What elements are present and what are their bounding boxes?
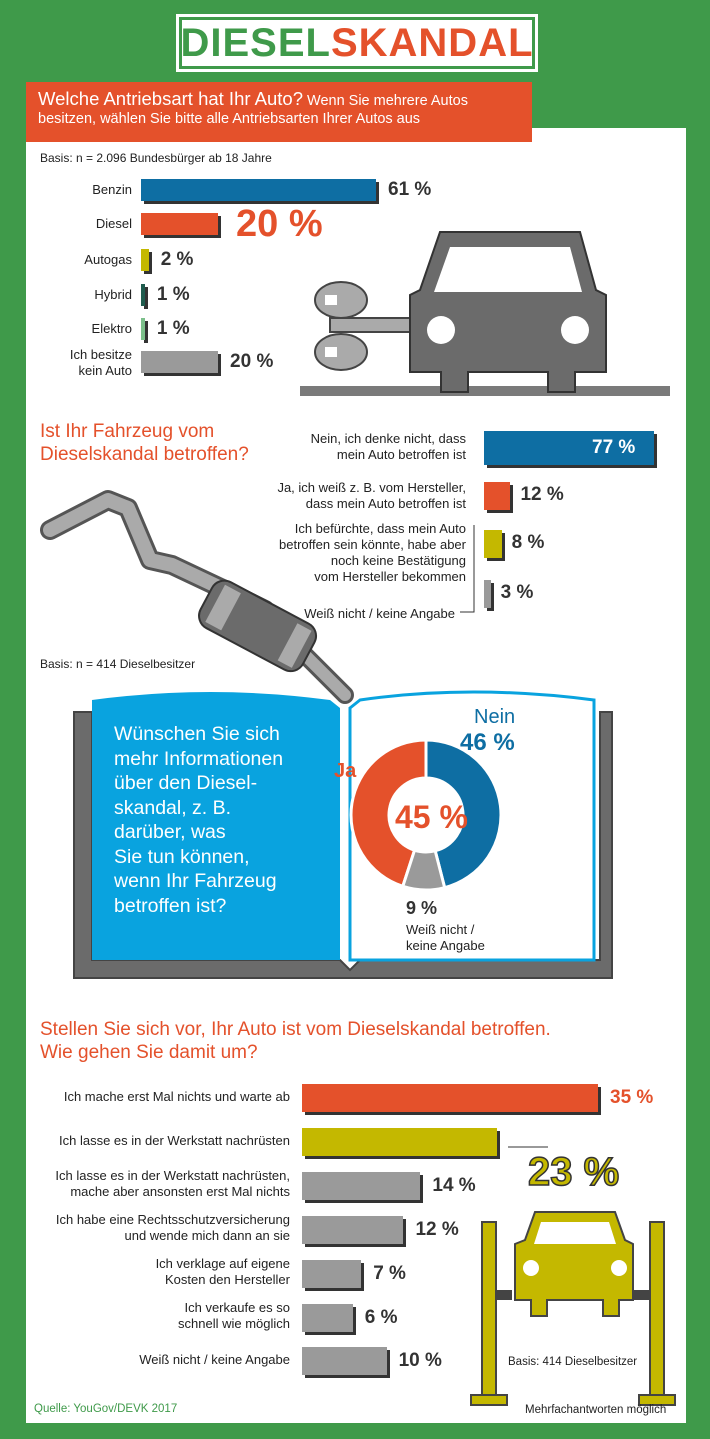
q1-title: Welche Antriebsart hat Ihr Auto? [38, 88, 303, 109]
q4-title-1: Stellen Sie sich vor, Ihr Auto ist vom Dieselskandal betroffen. [40, 1019, 551, 1040]
q4-category-label: Ich lasse es in der Werkstatt nachrüsten, mache aber ansonsten erst Mal nichts [55, 1168, 290, 1199]
q3-question-line: wenn Ihr Fahrzeug [114, 870, 277, 892]
q4-bar [302, 1304, 353, 1332]
q4-bar [302, 1128, 497, 1156]
q1-value-label: 1 % [156, 284, 190, 305]
q1-basis: Basis: n = 2.096 Bundesbürger ab 18 Jahre [40, 151, 272, 165]
q4-category-label: Ich mache erst Mal nichts und warte ab [63, 1089, 290, 1104]
q4-value-label: 6 % [364, 1307, 398, 1328]
q4-category-label: Weiß nicht / keine Angabe [139, 1352, 290, 1367]
donut-label: Nein [474, 706, 516, 728]
q1-bar [141, 318, 145, 340]
q1-category-label: Diesel [95, 216, 132, 231]
q1-subtitle-1: Wenn Sie mehrere Autos [307, 93, 468, 109]
q1-category-label: Elektro [91, 321, 132, 336]
q1-bar [141, 249, 149, 271]
q2-category-label: Ja, ich weiß z. B. vom Hersteller, dass mein Auto betroffen ist [277, 480, 466, 511]
q4-bar [302, 1216, 403, 1244]
q2-title-2: Dieselskandal betroffen? [40, 444, 249, 465]
q1-bar [141, 179, 376, 201]
q3-question-line: darüber, was [114, 821, 226, 843]
q1-value-label: 20 % [236, 203, 323, 245]
q3-question-line: über den Diesel- [114, 772, 258, 794]
q4-value-label: 12 % [415, 1219, 459, 1240]
footer-note: Mehrfachantworten möglich [525, 1404, 667, 1416]
logo-part1: DIESEL [180, 20, 331, 65]
q4-category-label: Ich verklage auf eigene Kosten den Hersteller [155, 1256, 290, 1287]
q2-value-label: 8 % [511, 532, 545, 553]
q1-category-label: Autogas [84, 252, 132, 267]
q1-bar [141, 213, 218, 235]
q1-category-label: Benzin [92, 182, 132, 197]
q1-category-label: Hybrid [94, 287, 132, 302]
donut-value-label: 45 % [395, 799, 468, 835]
q4-bar [302, 1172, 420, 1200]
donut-label: Ja [334, 760, 357, 782]
q4-category-label: Ich verkaufe es so schnell wie möglich [178, 1300, 290, 1331]
q3-question-line: skandal, z. B. [114, 796, 232, 819]
q1-category-label: Ich besitze kein Auto [69, 347, 132, 378]
logo-part2: SKANDAL [330, 20, 534, 65]
q4-value-label: 14 % [432, 1175, 476, 1196]
q4-bar [302, 1084, 598, 1112]
footer-source: Quelle: YouGov/DEVK 2017 [34, 1403, 178, 1415]
q4-title-2: Wie gehen Sie damit um? [40, 1042, 258, 1063]
q1-value-label: 1 % [156, 318, 190, 339]
q3-question-line: mehr Informationen [114, 747, 284, 770]
q2-bar [484, 482, 510, 510]
q3-question-line: Wünschen Sie sich [114, 723, 280, 745]
q2-title [40, 420, 249, 466]
q3-question-line: Sie tun können, [114, 845, 250, 868]
windup-car-icon [315, 232, 606, 392]
q2-bar [484, 580, 491, 608]
q4-category-label: Ich habe eine Rechtsschutzversicherung und wende mich dann an sie [55, 1212, 290, 1243]
q2-title-1: Ist Ihr Fahrzeug vom [40, 421, 215, 442]
q2-value-label: 3 % [500, 582, 534, 603]
q4-title [40, 1018, 551, 1064]
ground-line [300, 386, 670, 396]
q4-basis: Basis: 414 Dieselbesitzer [508, 1356, 638, 1368]
q2-value-label: 12 % [520, 484, 564, 505]
q2-category-label: Ich befürchte, dass mein Auto betroffen sein könnte, habe aber noch keine Bestätigung vom Hersteller bekommen [279, 521, 466, 584]
q4-bar [302, 1347, 387, 1375]
q4-bar [302, 1260, 361, 1288]
q2-basis: Basis: n = 414 Dieselbesitzer [40, 657, 196, 671]
q2-category-label: Weiß nicht / keine Angabe [304, 606, 455, 621]
q4-value-label: 35 % [610, 1087, 654, 1108]
q3-question [114, 722, 283, 918]
donut-value-label: 9 % [406, 898, 438, 918]
q4-value-label: 10 % [398, 1350, 442, 1371]
q4-value-label: 23 % [528, 1150, 620, 1194]
q1-subtitle-2: besitzen, wählen Sie bitte alle Antriebsarten Ihrer Autos aus [38, 111, 421, 127]
q2-category-label: Nein, ich denke nicht, dass mein Auto betroffen ist [310, 431, 466, 462]
q1-value-label: 2 % [160, 249, 194, 270]
q1-bar [141, 351, 218, 373]
q2-value-label: 77 % [592, 437, 636, 458]
q1-value-label: 61 % [388, 179, 432, 200]
donut-value-label: 46 % [460, 729, 515, 756]
q1-value-label: 20 % [230, 351, 274, 372]
q4-category-label: Ich lasse es in der Werkstatt nachrüsten [59, 1133, 290, 1148]
q4-value-label: 7 % [373, 1263, 406, 1284]
donut-label: Weiß nicht / keine Angabe [406, 922, 485, 953]
q2-bar [484, 530, 502, 558]
q3-question-line: betroffen ist? [114, 894, 227, 917]
q1-bar [141, 284, 145, 306]
